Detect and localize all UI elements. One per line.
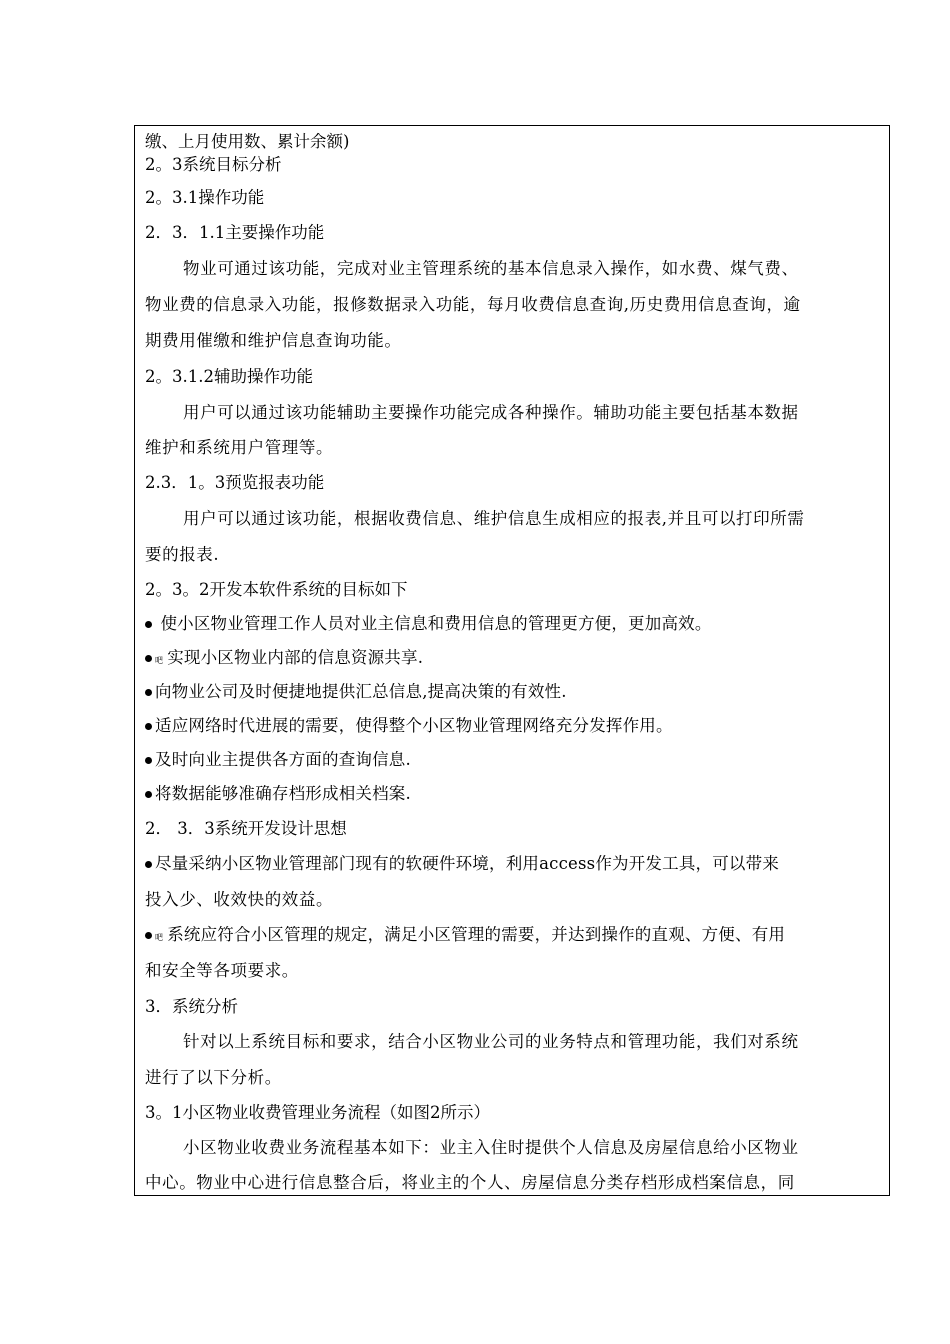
bullet-text: 适应网络时代进展的需要，使得整个小区物业管理网络充分发挥作用。 <box>155 716 673 735</box>
section-heading: 2。3。2开发本软件系统的目标如下 <box>145 580 408 599</box>
paragraph-line: 物业可通过该功能，完成对业主管理系统的基本信息录入操作，如水费、煤气费、 <box>183 259 799 278</box>
bullet-text: 将数据能够准确存档形成相关档案. <box>155 784 411 803</box>
document-table-frame <box>134 125 890 1196</box>
bullet-dot-icon <box>145 621 152 628</box>
bullet-dot-icon <box>145 932 152 939</box>
body-text-line: 缴、上月使用数、累计余额) <box>145 132 350 151</box>
bullet-text: 向物业公司及时便捷地提供汇总信息,提高决策的有效性. <box>155 682 567 701</box>
paragraph-line: 物业费的信息录入功能，报修数据录入功能，每月收费信息查询,历史费用信息查询，逾 <box>145 295 801 314</box>
section-heading: 2．3．1.1主要操作功能 <box>145 223 325 242</box>
bullet-item <box>145 682 567 702</box>
paragraph-line: 要的报表. <box>145 545 220 564</box>
paragraph-line: 期费用催缴和维护信息查询功能。 <box>145 331 402 350</box>
bullet-dot-icon <box>145 655 152 662</box>
section-heading: 2。3.1.2辅助操作功能 <box>145 367 313 386</box>
paragraph-line: 用户可以通过该功能辅助主要操作功能完成各种操作。辅助功能主要包括基本数据 <box>183 403 799 422</box>
bullet-item <box>145 925 785 948</box>
bullet-item <box>145 614 712 634</box>
paragraph-line: 维护和系统用户管理等。 <box>145 438 334 457</box>
bullet-item <box>145 854 779 874</box>
bullet-dot-icon <box>145 861 152 868</box>
bullet-text: 尽量采纳小区物业管理部门现有的软硬件环境，利用access作为开发工具，可以带来 <box>155 854 780 873</box>
bullet-dot-icon <box>145 723 152 730</box>
bullet-text: 实现小区物业内部的信息资源共享. <box>167 648 424 667</box>
bullet-item <box>145 784 411 804</box>
bullet-mark: 吧 <box>155 933 164 942</box>
bullet-dot-icon <box>145 791 152 798</box>
bullet-mark: 吧 <box>155 656 164 665</box>
section-heading: 2.3．1。3预览报表功能 <box>145 473 325 492</box>
bullet-item <box>145 716 673 736</box>
section-heading: 2。3系统目标分析 <box>145 155 282 174</box>
section-heading: 2。3.1操作功能 <box>145 188 265 207</box>
bullet-dot-icon <box>145 757 152 764</box>
bullet-item <box>145 648 423 671</box>
bullet-text: 系统应符合小区管理的规定，满足小区管理的需要，并达到操作的直观、方便、有用 <box>167 925 786 944</box>
paragraph-line: 用户可以通过该功能，根据收费信息、维护信息生成相应的报表,并且可以打印所需 <box>183 509 805 528</box>
bullet-dot-icon <box>145 689 152 696</box>
paragraph-line: 和安全等各项要求。 <box>145 961 299 980</box>
bullet-item <box>145 750 411 770</box>
section-heading: 3．系统分析 <box>145 997 238 1016</box>
paragraph-line: 小区物业收费业务流程基本如下：业主入住时提供个人信息及房屋信息给小区物业 <box>183 1138 799 1157</box>
paragraph-line: 中心。物业中心进行信息整合后，将业主的个人、房屋信息分类存档形成档案信息，同 <box>145 1173 795 1192</box>
section-heading: 3。1小区物业收费管理业务流程（如图2所示） <box>145 1103 490 1122</box>
paragraph-line: 投入少、收效快的效益。 <box>145 890 334 909</box>
bullet-text: 使小区物业管理工作人员对业主信息和费用信息的管理更方便，更加高效。 <box>155 614 712 633</box>
paragraph-line: 针对以上系统目标和要求，结合小区物业公司的业务特点和管理功能，我们对系统 <box>183 1032 799 1051</box>
paragraph-line: 进行了以下分析。 <box>145 1068 282 1087</box>
section-heading: 2． 3．3系统开发设计思想 <box>145 819 347 838</box>
bullet-text: 及时向业主提供各方面的查询信息. <box>155 750 411 769</box>
